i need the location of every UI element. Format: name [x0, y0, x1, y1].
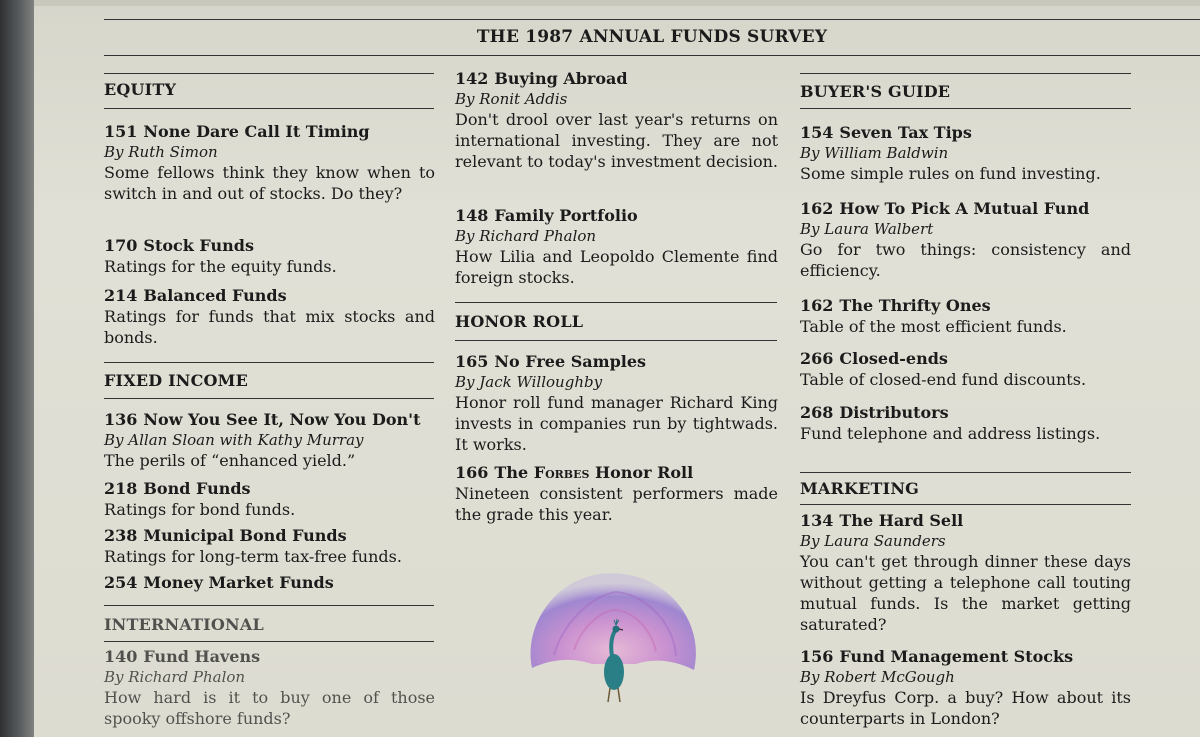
- article-byline: By Laura Saunders: [800, 532, 946, 550]
- page-number: 151: [104, 122, 138, 141]
- article-blurb: The perils of “enhanced yield.”: [104, 451, 356, 470]
- page-number: 268: [800, 403, 834, 422]
- page-number: 166: [455, 463, 489, 482]
- section-title: INTERNATIONAL: [104, 615, 264, 634]
- article-headline: [455, 351, 778, 372]
- section-title: BUYER'S GUIDE: [800, 82, 951, 101]
- article-title: No Free Samples: [494, 352, 647, 371]
- article-title: Bond Funds: [143, 479, 251, 498]
- article-fund-management-stocks[interactable]: [800, 646, 1131, 729]
- article-now-you-see-it[interactable]: [104, 409, 444, 471]
- article-headline: [104, 478, 435, 499]
- article-blurb: Ratings for long-term tax-free funds.: [104, 547, 402, 566]
- article-blurb: Some simple rules on fund investing.: [800, 164, 1101, 183]
- article-headline: [800, 198, 1131, 219]
- article-byline: By Laura Walbert: [800, 220, 934, 238]
- article-byline: By Jack Willoughby: [455, 373, 603, 391]
- article-title-post: Honor Roll: [589, 463, 694, 482]
- article-byline: By Richard Phalon: [104, 668, 246, 686]
- article-headline: [800, 295, 1131, 316]
- article-title: Balanced Funds: [143, 286, 287, 305]
- article-hard-sell[interactable]: [800, 510, 1131, 635]
- article-byline: By Robert McGough: [800, 668, 955, 686]
- page-number: 170: [104, 236, 138, 255]
- international-rule-bottom: [104, 641, 434, 642]
- article-title: Fund Havens: [143, 647, 261, 666]
- page-number: 238: [104, 526, 138, 545]
- article-blurb: Ratings for bond funds.: [104, 500, 296, 519]
- article-headline: [800, 646, 1131, 667]
- section-title: HONOR ROLL: [455, 312, 584, 331]
- article-headline: [455, 205, 778, 226]
- article-blurb: How Lilia and Leopoldo Clemente find foreign stocks.: [455, 247, 778, 287]
- article-headline: [104, 646, 435, 667]
- article-blurb: Go for two things: consistency and efficiency.: [800, 240, 1131, 280]
- article-blurb: Is Dreyfus Corp. a buy? How about its counterparts in London?: [800, 688, 1131, 728]
- magazine-page: [34, 0, 1200, 737]
- fixed-income-rule-bottom: [104, 398, 434, 399]
- article-none-dare[interactable]: [104, 121, 435, 204]
- buyers-guide-rule-top: [800, 73, 1131, 74]
- section-title: FIXED INCOME: [104, 371, 248, 390]
- article-byline: By William Baldwin: [800, 144, 949, 162]
- article-headline: [104, 409, 444, 430]
- section-buyers-guide: [800, 82, 1131, 101]
- article-byline: By Allan Sloan with Kathy Murray: [104, 431, 364, 449]
- article-bond-funds[interactable]: [104, 478, 435, 520]
- page-number: 140: [104, 647, 138, 666]
- page-number: 156: [800, 647, 834, 666]
- article-title: Stock Funds: [143, 236, 254, 255]
- page-number: 162: [800, 199, 834, 218]
- article-headline: [104, 525, 444, 546]
- section-title: MARKETING: [800, 479, 920, 498]
- equity-rule-top: [104, 73, 434, 74]
- page-number: 254: [104, 573, 138, 592]
- article-thrifty-ones[interactable]: [800, 295, 1131, 337]
- article-blurb: Don't drool over last year's returns on international investing. They are not relevant to today's investment decision.: [455, 110, 778, 171]
- section-marketing: [800, 479, 1131, 498]
- marketing-rule-bottom: [800, 504, 1131, 505]
- article-title: Now You See It, Now You Don't: [143, 410, 421, 429]
- article-byline: By Richard Phalon: [455, 227, 597, 245]
- article-title: Closed-ends: [839, 349, 948, 368]
- article-blurb: Fund telephone and address listings.: [800, 424, 1101, 443]
- article-headline: [800, 348, 1131, 369]
- page-number: 218: [104, 479, 138, 498]
- article-byline: By Ronit Addis: [455, 90, 568, 108]
- article-byline: By Ruth Simon: [104, 143, 218, 161]
- page-number: 266: [800, 349, 834, 368]
- article-blurb: Some fellows think they know when to switch in and out of stocks. Do they?: [104, 163, 435, 203]
- article-balanced-funds[interactable]: [104, 285, 435, 348]
- section-equity: [104, 80, 434, 99]
- article-blurb: Table of closed-end fund discounts.: [800, 370, 1087, 389]
- equity-rule-bottom: [104, 108, 434, 109]
- article-title: The Hard Sell: [839, 511, 964, 530]
- article-money-market-funds[interactable]: [104, 572, 435, 593]
- article-headline: [104, 285, 435, 306]
- article-seven-tax-tips[interactable]: [800, 122, 1131, 184]
- page-number: 214: [104, 286, 138, 305]
- page-number: 142: [455, 69, 489, 88]
- article-forbes-honor-roll[interactable]: [455, 462, 778, 525]
- honor-roll-rule-top: [455, 302, 777, 303]
- article-title-pre: The: [494, 463, 534, 482]
- article-headline: [104, 235, 435, 256]
- article-municipal-bond-funds[interactable]: [104, 525, 444, 567]
- article-headline: [104, 121, 435, 142]
- article-headline: [800, 122, 1131, 143]
- article-distributors[interactable]: [800, 402, 1131, 444]
- marketing-rule-top: [800, 472, 1131, 473]
- page-number: 148: [455, 206, 489, 225]
- section-honor-roll: [455, 312, 777, 331]
- article-how-to-pick[interactable]: [800, 198, 1131, 281]
- article-headline: [455, 462, 778, 483]
- article-buying-abroad[interactable]: [455, 68, 778, 172]
- page-edge: [34, 0, 1200, 6]
- international-rule-top: [104, 605, 434, 606]
- article-blurb: Ratings for funds that mix stocks and bonds.: [104, 307, 435, 347]
- peacock-illustration: [524, 560, 704, 710]
- article-headline: [800, 402, 1131, 423]
- section-international: [104, 615, 434, 634]
- page-number: 134: [800, 511, 834, 530]
- article-title: None Dare Call It Timing: [143, 122, 370, 141]
- section-title: EQUITY: [104, 80, 177, 99]
- article-headline: [800, 510, 1131, 531]
- article-blurb: Honor roll fund manager Richard King invests in companies run by tightwads. It works.: [455, 393, 778, 454]
- article-no-free-samples[interactable]: [455, 351, 778, 455]
- article-fund-havens[interactable]: [104, 646, 435, 729]
- forbes-wordmark: Forbes: [533, 463, 590, 482]
- honor-roll-rule-bottom: [455, 340, 777, 341]
- article-headline: [455, 68, 778, 89]
- header-top-rule: [104, 19, 1200, 20]
- fixed-income-rule-top: [104, 362, 434, 363]
- section-fixed-income: [104, 371, 434, 390]
- article-headline: [104, 572, 435, 593]
- article-title: Fund Management Stocks: [839, 647, 1074, 666]
- article-title: Municipal Bond Funds: [143, 526, 347, 545]
- buyers-guide-rule-bottom: [800, 108, 1131, 109]
- article-title: The Thrifty Ones: [839, 296, 991, 315]
- page-number: 154: [800, 123, 834, 142]
- page-title: THE 1987 ANNUAL FUNDS SURVEY: [476, 27, 828, 47]
- page-number: 162: [800, 296, 834, 315]
- article-blurb: How hard is it to buy one of those spooky offshore funds?: [104, 688, 435, 728]
- article-closed-ends[interactable]: [800, 348, 1131, 390]
- page-number: 136: [104, 410, 138, 429]
- article-blurb: Table of the most efficient funds.: [800, 317, 1067, 336]
- article-stock-funds[interactable]: [104, 235, 435, 277]
- article-family-portfolio[interactable]: [455, 205, 778, 288]
- article-title: Family Portfolio: [494, 206, 638, 225]
- article-blurb: Ratings for the equity funds.: [104, 257, 337, 276]
- article-title: Seven Tax Tips: [839, 123, 972, 142]
- article-title: Money Market Funds: [143, 573, 334, 592]
- page-number: 165: [455, 352, 489, 371]
- article-blurb: Nineteen consistent performers made the grade this year.: [455, 484, 778, 524]
- article-title: Distributors: [839, 403, 949, 422]
- article-blurb: You can't get through dinner these days without getting a telephone call touting mutual funds. Is the market getting saturated?: [800, 552, 1131, 634]
- article-title: Buying Abroad: [494, 69, 628, 88]
- article-title: How To Pick A Mutual Fund: [839, 199, 1090, 218]
- header-bottom-rule: [104, 55, 1200, 56]
